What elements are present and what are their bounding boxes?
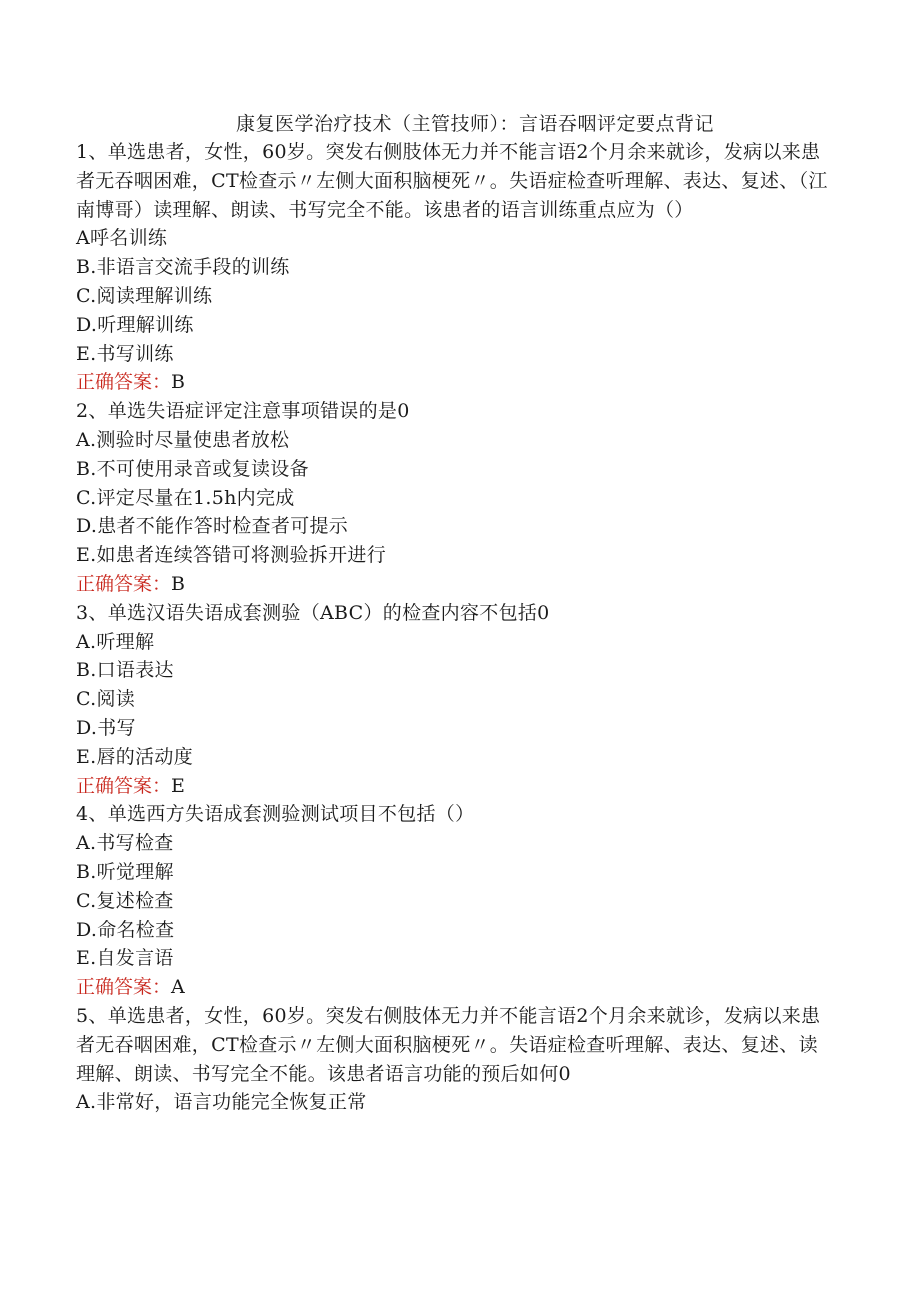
option-a: A.非常好，语言功能完全恢复正常 <box>76 1091 367 1114</box>
document-title: 康复医学治疗技术（主管技师）：言语吞咽评定要点背记 <box>235 113 714 135</box>
option-e: E.如患者连续答错可将测验拆开进行 <box>76 544 387 567</box>
option-d: D.命名检查 <box>76 918 175 941</box>
option-a: A呼名训练 <box>76 227 168 250</box>
question-2 <box>76 397 836 599</box>
correct-answer <box>76 772 836 801</box>
option-c: C.阅读 <box>76 688 136 711</box>
option-a: A.书写检查 <box>76 832 174 855</box>
question-stem: 2、单选失语症评定注意事项错误的是0 <box>76 400 410 423</box>
option-e: E.自发言语 <box>76 947 174 970</box>
option-e: E.唇的活动度 <box>76 745 194 768</box>
question-stem: 1、单选患者，女性，60岁。突发右侧肢体无力并不能言语2个月余来就诊，发病以来患者无吞咽困难，CT检查示〃左侧大面积脑梗死〃。失语症检查听理解、表达、复述、（江南博哥）读理解、朗读、书写完全不能。该患者的语言训练重点应为（） <box>76 141 828 221</box>
question-3 <box>76 599 836 801</box>
answer-label: 正确答案： <box>76 976 172 999</box>
option-c: C.评定尽量在1.5h内完成 <box>76 486 295 509</box>
correct-answer <box>76 973 836 1002</box>
option-c: C.复述检查 <box>76 889 174 912</box>
answer-label: 正确答案： <box>76 774 172 797</box>
answer-label: 正确答案： <box>76 371 172 394</box>
correct-answer <box>76 570 836 599</box>
answer-value: A <box>171 976 185 999</box>
answer-value: E <box>171 774 185 797</box>
question-stem: 5、单选患者，女性，60岁。突发右侧肢体无力并不能言语2个月余来就诊，发病以来患者无吞咽困难，CT检查示〃左侧大面积脑梗死〃。失语症检查听理解、表达、复述、读理解、朗读、书写完全不能。该患者语言功能的预后如何0 <box>76 1004 821 1085</box>
option-c: C.阅读理解训练 <box>76 284 213 307</box>
option-e: E.书写训练 <box>76 342 174 365</box>
option-d: D.患者不能作答时检查者可提示 <box>76 515 349 538</box>
answer-value: B <box>171 371 185 394</box>
option-b: B.非语言交流手段的训练 <box>76 256 290 279</box>
question-4 <box>76 800 836 1002</box>
option-b: B.听觉理解 <box>76 860 174 883</box>
question-1 <box>76 138 836 397</box>
option-a: A.听理解 <box>76 630 155 653</box>
option-b: B.口语表达 <box>76 659 174 682</box>
option-b: B.不可使用录音或复读设备 <box>76 457 309 480</box>
question-list <box>76 138 836 1117</box>
answer-label: 正确答案： <box>76 572 172 595</box>
option-d: D.听理解训练 <box>76 313 194 336</box>
question-stem: 3、单选汉语失语成套测验（ABC）的检查内容不包括0 <box>76 601 550 624</box>
answer-value: B <box>171 572 185 595</box>
option-d: D.书写 <box>76 716 136 739</box>
option-a: A.测验时尽量使患者放松 <box>76 428 290 451</box>
question-5 <box>76 1002 836 1117</box>
question-stem: 4、单选西方失语成套测验测试项目不包括（） <box>76 803 475 826</box>
correct-answer <box>76 368 836 397</box>
